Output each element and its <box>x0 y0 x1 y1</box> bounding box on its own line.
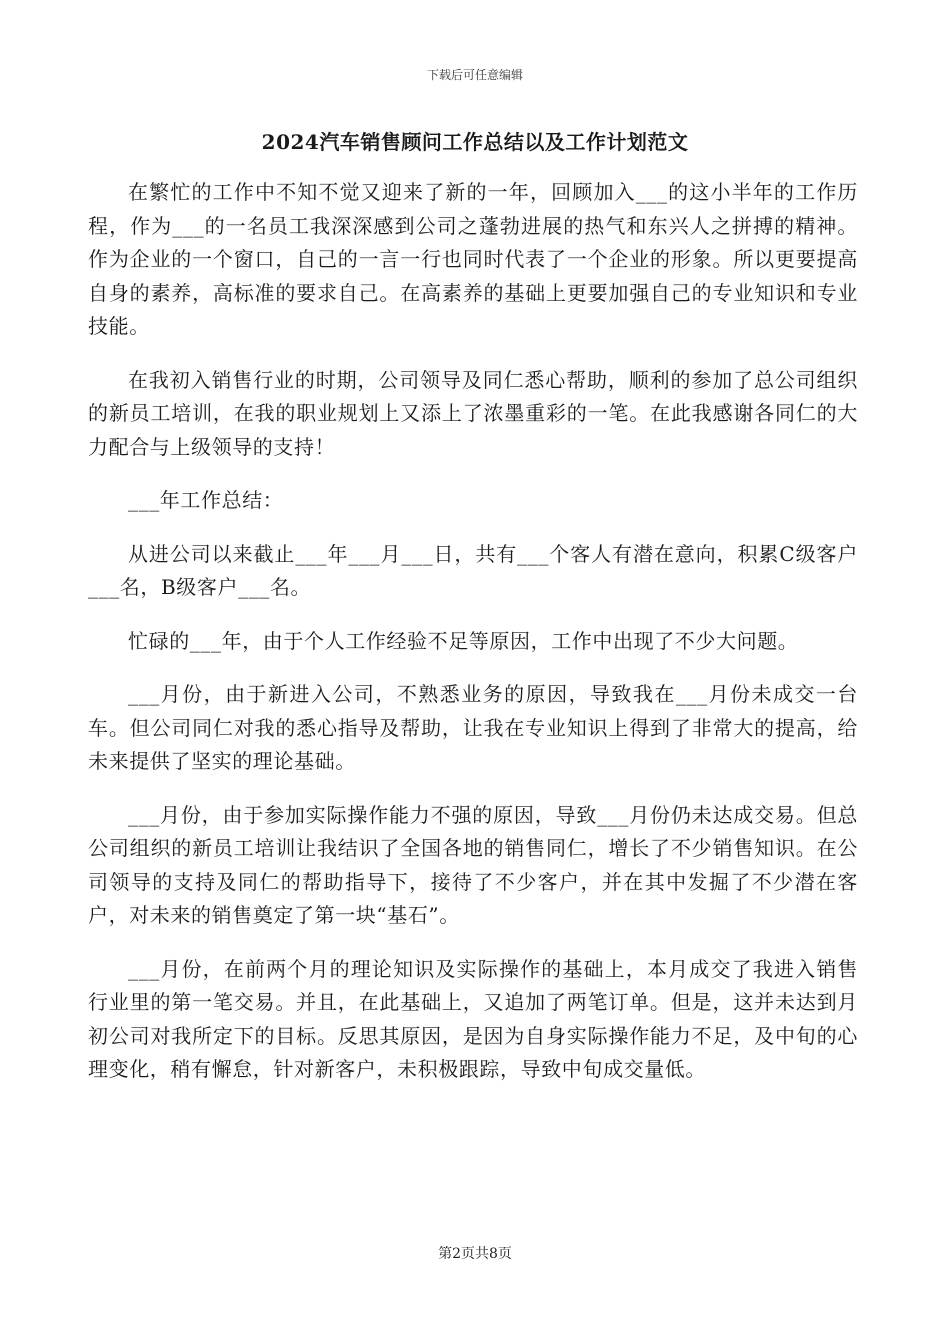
document-body <box>88 176 858 1107</box>
paragraph-customer-stats: 从进公司以来截止___年___月___日，共有___个客人有潜在意向，积累C级客户___名，B级客户___名。 <box>88 541 858 599</box>
paragraph-summary-heading: ___年工作总结： <box>128 488 284 512</box>
document-title: 2024汽车销售顾问工作总结以及工作计划范文 <box>261 130 689 154</box>
paragraph-month-3: ___月份，在前两个月的理论知识及实际操作的基础上，本月成交了我进入销售行业里的第一笔交易。并且，在此基础上，又追加了两笔订单。但是，这并未达到月初公司对我所定下的目标。反思其原因，是因为自身实际操作能力不足，及中旬的心理变化，稍有懈怠，针对新客户，未积极跟踪，导致中旬成交量低。 <box>88 956 858 1081</box>
paragraph-training: 在我初入销售行业的时期，公司领导及同仁悉心帮助，顺利的参加了总公司组织的新员工培训，在我的职业规划上又添上了浓墨重彩的一笔。在此我感谢各同仁的大力配合与上级领导的支持！ <box>88 367 858 459</box>
paragraph-month-1: ___月份，由于新进入公司，不熟悉业务的原因，导致我在___月份未成交一台车。但公司同仁对我的悉心指导及帮助，让我在专业知识上得到了非常大的提高，给未来提供了坚实的理论基础。 <box>88 682 858 773</box>
paragraph-month-2: ___月份，由于参加实际操作能力不强的原因，导致___月份仍未达成交易。但总公司组织的新员工培训让我结识了全国各地的销售同仁，增长了不少销售知识。在公司领导的支持及同仁的帮助指导下，接待了不少客户，并在其中发掘了不少潜在客户，对未来的销售奠定了第一块“基石”。 <box>88 802 858 927</box>
paragraph-intro: 在繁忙的工作中不知不觉又迎来了新的一年，回顾加入___的这小半年的工作历程，作为___的一名员工我深深感到公司之蓬勃进展的热气和东兴人之拼搏的精神。作为企业的一个窗口，自己的一言一行也同时代表了一个企业的形象。所以更要提高自身的素养，高标准的要求自己。在高素养的基础上更要加强自己的专业知识和专业技能。 <box>88 180 858 338</box>
page-header-note: 下载后可任意编辑 <box>426 68 523 82</box>
page-number: 第2页共8页 <box>438 1246 512 1262</box>
paragraph-busy-year: 忙碌的___年，由于个人工作经验不足等原因，工作中出现了不少大问题。 <box>128 628 799 653</box>
